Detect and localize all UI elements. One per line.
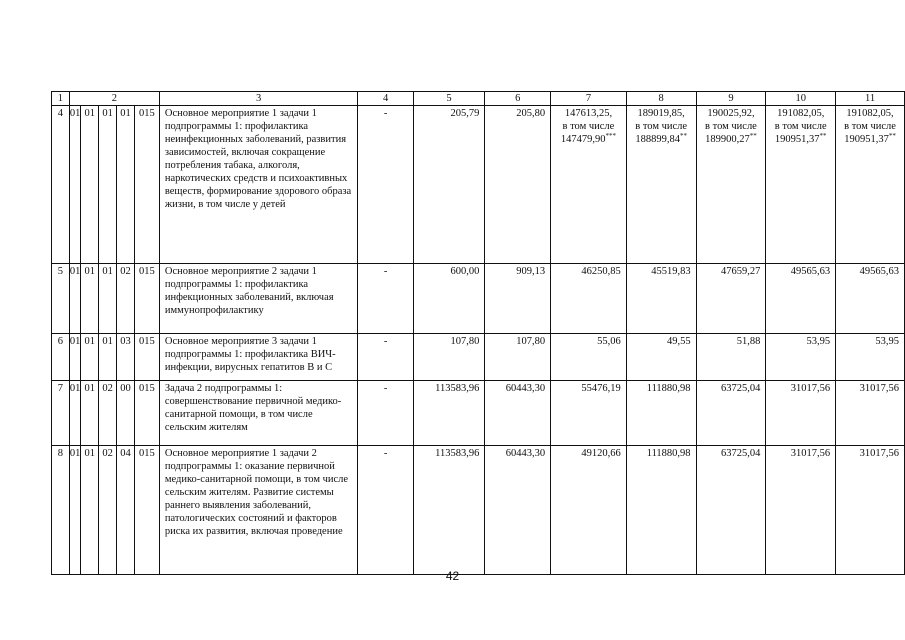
measure-name: Основное мероприятие 3 задачи 1 подпрограммы 1: профилактика ВИЧ-инфекции, вирусных гепатитов В и С [159, 334, 358, 381]
value-cell [551, 106, 627, 264]
value-cell: 46250,85 [551, 264, 627, 334]
value-including [767, 133, 834, 146]
value-main: 190025,92, [707, 108, 755, 119]
header-cell: 2 [69, 92, 159, 106]
row-number: 8 [52, 446, 70, 575]
value-cell: 31017,56 [766, 381, 836, 446]
code-cell: 01 [99, 106, 117, 264]
value-including-amount: 190951,37 [774, 134, 820, 145]
value-cell: 60443,30 [485, 381, 551, 446]
code-cell: 01 [69, 106, 81, 264]
code-cell: 015 [134, 334, 159, 381]
value-including-label: в том числе [635, 121, 688, 132]
value-cell: 600,00 [413, 264, 485, 334]
value-cell: 45519,83 [626, 264, 696, 334]
value-including [837, 133, 903, 146]
row-number: 5 [52, 264, 70, 334]
table-row [52, 106, 905, 264]
header-cell: 5 [413, 92, 485, 106]
value-cell: 63725,04 [696, 446, 766, 575]
measure-name: Основное мероприятие 1 задачи 1 подпрограммы 1: профилактика неинфекционных заболеваний, развития зависимостей, включая сокращение потребления табака, алкоголя, наркотических средств и психоактивных веществ, формирование здорового образа жизни, в том числе у детей [159, 106, 358, 264]
measure-name: Основное мероприятие 2 задачи 1 подпрограммы 1: профилактика инфекционных заболеваний, включая иммунопрофилактику [159, 264, 358, 334]
program-table [51, 91, 905, 575]
footnote-mark: ** [888, 132, 896, 140]
header-row [52, 92, 905, 106]
code-cell: 00 [117, 381, 135, 446]
value-including-label: в том числе [774, 121, 827, 132]
value-including [698, 133, 765, 146]
value-including-amount: 189900,27 [705, 134, 750, 145]
footnote-mark: *** [605, 132, 616, 140]
code-cell: 015 [134, 264, 159, 334]
footnote-mark: ** [749, 132, 757, 140]
value-main: 147613,25, [564, 108, 613, 119]
value-cell [626, 106, 696, 264]
code-cell: 01 [117, 106, 135, 264]
code-cell: 015 [134, 446, 159, 575]
value-cell: 55,06 [551, 334, 627, 381]
row-number: 6 [52, 334, 70, 381]
value-cell: - [358, 334, 413, 381]
value-cell: - [358, 106, 413, 264]
footnote-mark: ** [819, 132, 827, 140]
row-number: 4 [52, 106, 70, 264]
value-cell: 113583,96 [413, 381, 485, 446]
value-cell [836, 106, 905, 264]
value-cell: 63725,04 [696, 381, 766, 446]
value-cell: 60443,30 [485, 446, 551, 575]
value-cell: 49,55 [626, 334, 696, 381]
table-row [52, 381, 905, 446]
value-cell: 113583,96 [413, 446, 485, 575]
code-cell: 02 [117, 264, 135, 334]
row-number: 7 [52, 381, 70, 446]
value-cell: 31017,56 [766, 446, 836, 575]
value-cell [766, 106, 836, 264]
value-cell: 51,88 [696, 334, 766, 381]
code-cell: 01 [99, 334, 117, 381]
measure-name: Задача 2 подпрограммы 1: совершенствование первичной медико-санитарной помощи, в том числе сельским жителям [159, 381, 358, 446]
table-row [52, 334, 905, 381]
value-cell [696, 106, 766, 264]
header-cell: 9 [696, 92, 766, 106]
value-cell: 909,13 [485, 264, 551, 334]
code-cell: 03 [117, 334, 135, 381]
code-cell: 01 [69, 381, 81, 446]
value-main: 191082,05, [777, 108, 825, 119]
value-cell: 55476,19 [551, 381, 627, 446]
value-cell: - [358, 381, 413, 446]
value-cell: - [358, 264, 413, 334]
value-main: 189019,85, [637, 108, 685, 119]
table-row [52, 264, 905, 334]
code-cell: 015 [134, 381, 159, 446]
footnote-mark: ** [679, 132, 687, 140]
value-including-label: в том числе [844, 121, 896, 132]
value-cell: 205,80 [485, 106, 551, 264]
value-cell: 53,95 [766, 334, 836, 381]
value-cell: - [358, 446, 413, 575]
header-cell: 1 [52, 92, 70, 106]
value-cell: 53,95 [836, 334, 905, 381]
code-cell: 01 [81, 381, 99, 446]
code-cell: 02 [99, 381, 117, 446]
value-cell: 111880,98 [626, 446, 696, 575]
header-cell: 3 [159, 92, 358, 106]
table-row [52, 446, 905, 575]
code-cell: 01 [81, 334, 99, 381]
code-cell: 01 [81, 264, 99, 334]
code-cell: 01 [99, 264, 117, 334]
measure-name: Основное мероприятие 1 задачи 2 подпрограммы 1: оказание первичной медико-санитарной помощи, в том числе сельским жителям. Развитие системы раннего выявления заболеваний, патологических состояний и факторов риска их развития, включая проведение [159, 446, 358, 575]
value-cell: 107,80 [413, 334, 485, 381]
value-cell: 31017,56 [836, 381, 905, 446]
code-cell: 01 [81, 446, 99, 575]
value-cell: 205,79 [413, 106, 485, 264]
code-cell: 01 [81, 106, 99, 264]
code-cell: 015 [134, 106, 159, 264]
value-including-label: в том числе [705, 121, 757, 132]
value-cell: 31017,56 [836, 446, 905, 575]
value-cell: 49565,63 [766, 264, 836, 334]
header-cell: 6 [485, 92, 551, 106]
value-including-amount: 147479,90 [560, 134, 606, 145]
value-cell: 111880,98 [626, 381, 696, 446]
value-main: 191082,05, [846, 108, 894, 119]
value-including-amount: 188899,84 [635, 134, 680, 145]
header-cell: 10 [766, 92, 836, 106]
header-cell: 7 [551, 92, 627, 106]
value-including [628, 133, 695, 146]
code-cell: 01 [69, 446, 81, 575]
code-cell: 04 [117, 446, 135, 575]
value-cell: 47659,27 [696, 264, 766, 334]
header-cell: 8 [626, 92, 696, 106]
value-including-amount: 190951,37 [844, 134, 889, 145]
value-cell: 49565,63 [836, 264, 905, 334]
header-cell: 11 [836, 92, 905, 106]
code-cell: 02 [99, 446, 117, 575]
value-cell: 49120,66 [551, 446, 627, 575]
value-including [552, 133, 625, 146]
code-cell: 01 [69, 334, 81, 381]
value-cell: 107,80 [485, 334, 551, 381]
page-number: 42 [445, 569, 460, 583]
header-cell: 4 [358, 92, 413, 106]
value-including-label: в том числе [562, 121, 615, 132]
code-cell: 01 [69, 264, 81, 334]
